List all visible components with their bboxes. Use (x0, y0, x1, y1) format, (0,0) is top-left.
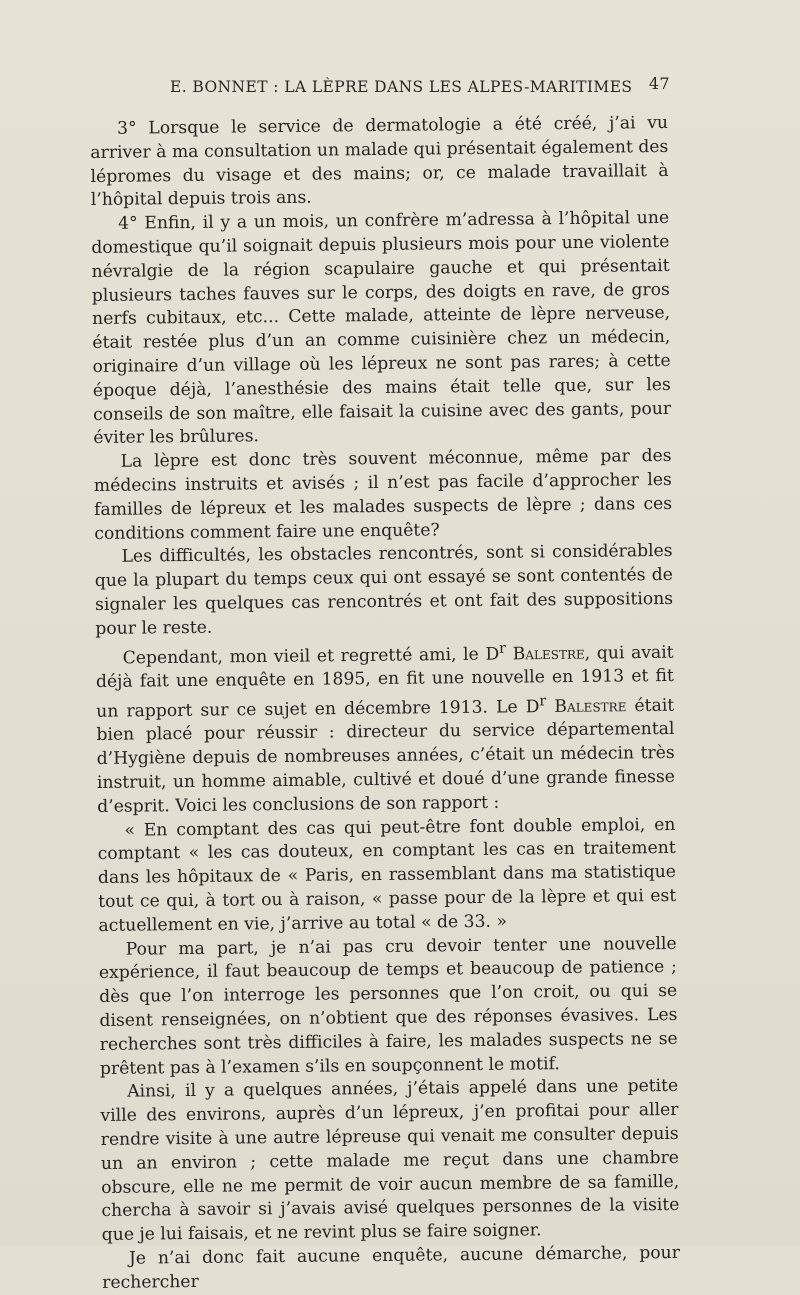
paragraph: Les difficultés, les obstacles rencontrés, sont si considérables que la plupart du temps ceux qui ont essayé se sont contentés de signaler les quelques cas rencontrés et ont fait des suppositions pour le reste. (94, 541, 674, 639)
author-name: Balestre (512, 643, 585, 664)
text-run: Cependant, mon vieil et regretté ami, le D (122, 644, 500, 668)
superscript: r (539, 693, 547, 710)
author-name: Balestre (554, 696, 627, 717)
page-number: 47 (648, 74, 670, 93)
header-title: E. BONNET : LA LÈPRE DANS LES ALPES-MARITIMES (170, 78, 633, 96)
paragraph: 4° Enfin, il y a un mois, un confrère m’adressa à l’hôpital une domestique qu’il soignait depuis plusieurs mois pour une violente névralgie de la région scapulaire gauche et qui présentait plusieurs taches fauves sur le corps, des doigts en rave, de gros nerfs cubitaux, etc... Cette malade, atteinte de lèpre nerveuse, était restée plus d’un an comme cuisinière chez un médecin, originaire d’un village où les lépreux ne sont pas rares; à cette époque déjà, l’anesthésie des mains était telle que, sur les conseils de son maître, elle faisait la cuisine avec des gants, pour éviter les brûlures. (91, 208, 672, 449)
paragraph: Ainsi, il y a quelques années, j’étais appelé dans une petite ville des environs, auprès d’un lépreux, j’en profitai pour aller rendre visite à une autre lépreuse qui venait me consulter depuis un an environ ; cette malade me reçut dans une chambre obscure, elle ne me permit de voir aucun membre de sa famille, chercha à savoir si j’avais avisé quelques personnes de la visite que je lui faisais, et ne revint plus se faire soigner. (100, 1076, 680, 1246)
paragraph: 3° Lorsque le service de dermatologie a été créé, j’ai vu arriver à ma consultation un malade qui présentait également des lépromes du visage et des mains; or, ce malade travaillait à l’hôpital depuis trois ans. (90, 112, 669, 211)
text-run: était bien placé pour réussir : directeur du service départemental d’Hygiène depuis de nombreuses années, c’était un médecin très instruit, un homme aimable, cultivé et doué d’une grande finesse d’esprit. Voici les conclusions de son rapport : (96, 695, 676, 817)
running-header (170, 74, 670, 100)
superscript: r (499, 640, 507, 657)
text-run: , qui avait déjà fait une enquête en 1895, en fit une nouvelle en 1913 et fit un rapport sur ce sujet en décembre 1913. Le D (95, 642, 674, 722)
paragraph: La lèpre est donc très souvent méconnue, même par des médecins instruits et avisés ; il n’est pas facile d’approcher les familles de lépreux et les malades suspects de lèpre ; dans ces conditions comment faire une enquête? (93, 446, 673, 544)
body-text (90, 112, 680, 1295)
paragraph: Pour ma part, je n’ai pas cru devoir tenter une nouvelle expérience, il faut beaucoup de temps et beaucoup de patience ; dès que l’on interroge les personnes que l’on croit, ou qui se disent renseignées, on n’obtient que des réponses évasives. Les recherches sont très difficiles à faire, les malades suspects ne se prêtent pas à l’examen s’ils en soupçonnent le motif. (98, 933, 678, 1079)
paragraph-balestre (95, 635, 675, 819)
paragraph: Je n’ai donc fait aucune enquête, aucune démarche, pour rechercher (102, 1242, 681, 1293)
quotation: « En comptant des cas qui peut-être font double emploi, en comptant « les cas douteux, en comptant les cas en traitement dans les hôpitaux de « Paris, en rassemblant dans ma statistique tout ce qui, à tort ou à raison, « passe pour de la lèpre et qui est actuellement en vie, j’arrive au total « de 33. » (97, 814, 677, 936)
